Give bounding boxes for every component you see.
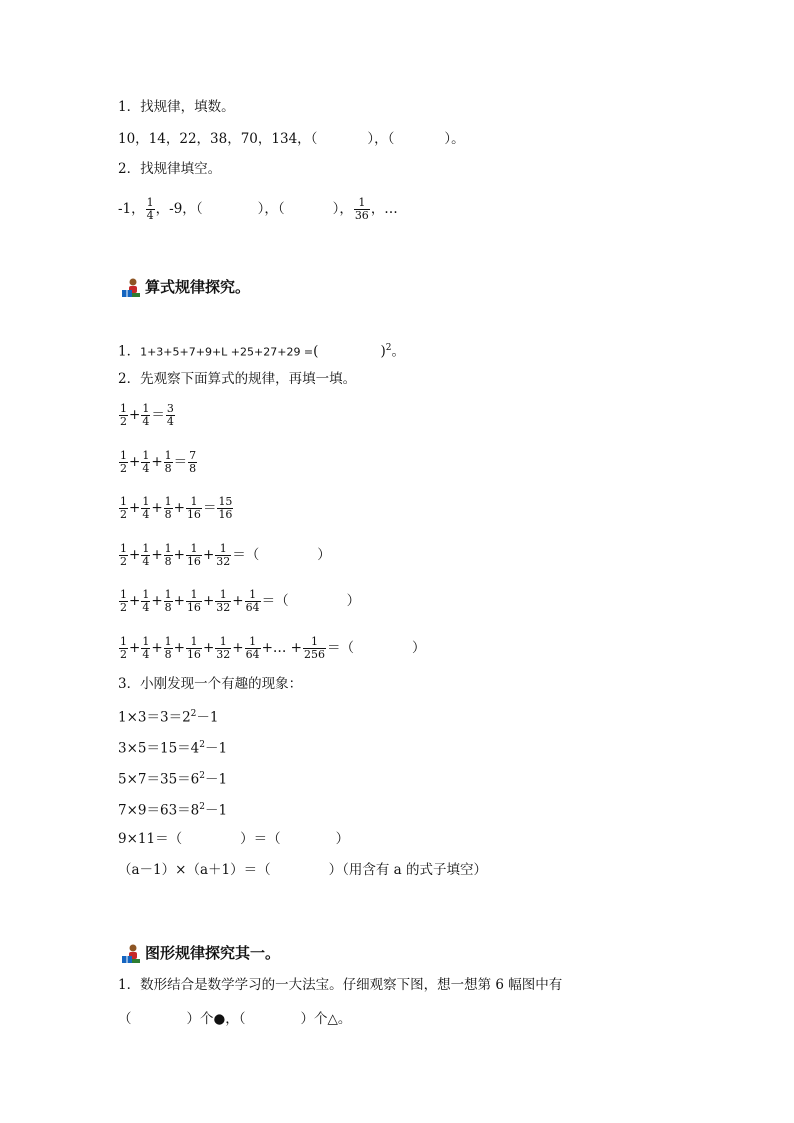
fraction: $\frac{1}{4}$	[142, 495, 150, 521]
equals-sign: ＝	[173, 454, 188, 470]
q2-label: 2．找规律填空。	[118, 161, 222, 177]
formula-q2-label: 2．先观察下面算式的规律，再填一填。	[118, 371, 357, 387]
paren-close: ）	[317, 547, 331, 563]
q2-sequence-line: -1， $\frac{1}{4}$ ，-9，（ ），（ ）， $\frac{1}{36}$ ，…	[118, 196, 398, 222]
plus-sign: +	[232, 640, 244, 656]
fraction: $\frac{3}{4}$	[166, 402, 174, 428]
fraction: $\frac{1}{8}$	[164, 495, 172, 521]
plus-sign: +	[151, 640, 163, 656]
fraction: $\frac{1}{16}$	[186, 635, 201, 661]
fraction-row	[118, 633, 425, 663]
equals-sign: ＝	[326, 640, 341, 656]
fraction: $\frac{1}{4}$	[142, 402, 150, 428]
plus-sign: +	[173, 640, 185, 656]
plus-sign: +	[151, 500, 163, 516]
formula-q1: 1．1+3+5+7+9+L +25+27+29 =( )$^2$。	[118, 343, 405, 360]
plus-sign: +	[173, 547, 185, 563]
pattern-general-line: （a－1）×（a＋1）＝（ ）（用含有 a 的式子填空）	[118, 862, 487, 878]
fraction: $\frac{1}{256}$	[303, 635, 325, 661]
q1-label: 1．找规律，填数。	[118, 99, 235, 115]
hint-text: （用含有 a 的式子填空）	[342, 862, 487, 878]
plus-sign: +	[232, 593, 244, 609]
fraction: $\frac{1}{2}$	[120, 542, 127, 568]
fraction: $\frac{1}{8}$	[164, 588, 172, 614]
plus-sign: +	[129, 640, 141, 656]
equals-sign: ＝	[202, 500, 217, 516]
fraction: $\frac{1}{2}$	[120, 588, 127, 614]
pattern-line-blank: 9×11＝（ ）＝（ ）	[118, 831, 350, 847]
fraction: $\frac{1}{4}$	[142, 542, 150, 568]
formula-q3-label: 3．小刚发现一个有趣的现象：	[118, 676, 303, 692]
fraction: $\frac{1}{64}$	[245, 635, 260, 661]
ellipsis: …	[272, 640, 287, 656]
paren-open: （	[340, 640, 354, 656]
plus-sign: +	[202, 547, 215, 563]
equals-sign: ＝	[151, 407, 165, 423]
fraction: $\frac{1}{32}$	[216, 588, 231, 614]
student-reading-icon	[120, 943, 142, 965]
fraction: $\frac{1}{16}$	[186, 588, 201, 614]
pattern-line: $5\times 7=35=6^2-1$	[118, 771, 228, 788]
fraction: $\frac{1}{4}$	[142, 588, 150, 614]
student-reading-icon	[120, 277, 142, 299]
plus-sign: +	[173, 593, 185, 609]
plus-sign: +	[129, 454, 141, 470]
shapes-q1-text: 1．数形结合是数学学习的一大法宝。仔细观察下图，想一想第 6 幅图中有	[118, 977, 563, 993]
fraction-row	[118, 586, 360, 616]
plus-sign: +	[261, 640, 273, 656]
fraction-row	[118, 493, 234, 523]
pattern-line: $1\times 3=3=2^2-1$	[118, 709, 219, 726]
q1-sequence-line: 10，14，22，38，70，134，（ ），（ ）。	[118, 131, 465, 147]
plus-sign: +	[129, 547, 141, 563]
fraction: $\frac{1}{2}$	[120, 449, 127, 475]
fraction: $\frac{1}{8}$	[164, 542, 172, 568]
shapes-q1-answer-line: （ ）个●，（ ）个△。	[118, 1011, 352, 1027]
plus-sign: +	[151, 547, 163, 563]
fraction: $\frac{1}{36}$	[354, 196, 369, 222]
plus-sign: +	[151, 454, 163, 470]
fraction-row	[118, 447, 198, 477]
fraction: $\frac{1}{4}$	[142, 449, 150, 475]
q1-sequence: 10，14，22，38，70，134，	[118, 131, 311, 147]
paren-open: （	[245, 547, 260, 563]
fraction: $\frac{1}{2}$	[120, 402, 127, 428]
section-heading-formula: 算式规律探究。	[120, 276, 250, 299]
plus-sign: +	[202, 640, 215, 656]
plus-sign: +	[202, 593, 215, 609]
pattern-line: $7\times 9=63=8^2-1$	[118, 802, 228, 819]
fraction: $\frac{1}{32}$	[216, 635, 231, 661]
fraction: $\frac{1}{8}$	[164, 449, 172, 475]
fraction: $\frac{1}{2}$	[120, 635, 127, 661]
plus-sign: +	[129, 593, 141, 609]
fraction: $\frac{1}{16}$	[186, 495, 201, 521]
plus-sign: +	[129, 500, 141, 516]
equals-sign: ＝	[261, 593, 276, 609]
equals-sign: ＝	[232, 547, 246, 563]
plus-sign: +	[286, 640, 302, 656]
sum-expression: 1+3+5+7+9+L +25+27+29 =	[140, 345, 314, 359]
fraction: $\frac{1}{32}$	[216, 542, 231, 568]
plus-sign: +	[173, 500, 185, 516]
plus-sign: +	[151, 593, 163, 609]
plus-sign: +	[129, 407, 141, 423]
paren-close: ）	[346, 593, 361, 609]
fraction: $\frac{1}{8}$	[164, 635, 172, 661]
fraction-row	[118, 400, 176, 430]
fraction: $\frac{1}{16}$	[186, 542, 201, 568]
pattern-line: $3\times 5=15=4^2-1$	[118, 740, 228, 757]
fraction: $\frac{15}{16}$	[218, 495, 233, 521]
fraction: $\frac{7}{8}$	[189, 449, 197, 475]
fraction: $\frac{1}{4}$	[146, 196, 154, 222]
fraction: $\frac{1}{4}$	[142, 635, 150, 661]
fraction-row	[118, 540, 331, 570]
section-heading-shapes: 图形规律探究其一。	[120, 942, 280, 965]
paren-open: （	[275, 593, 289, 609]
paren-close: ）	[411, 640, 426, 656]
fraction: $\frac{1}{2}$	[120, 495, 127, 521]
fraction: $\frac{1}{64}$	[245, 588, 260, 614]
